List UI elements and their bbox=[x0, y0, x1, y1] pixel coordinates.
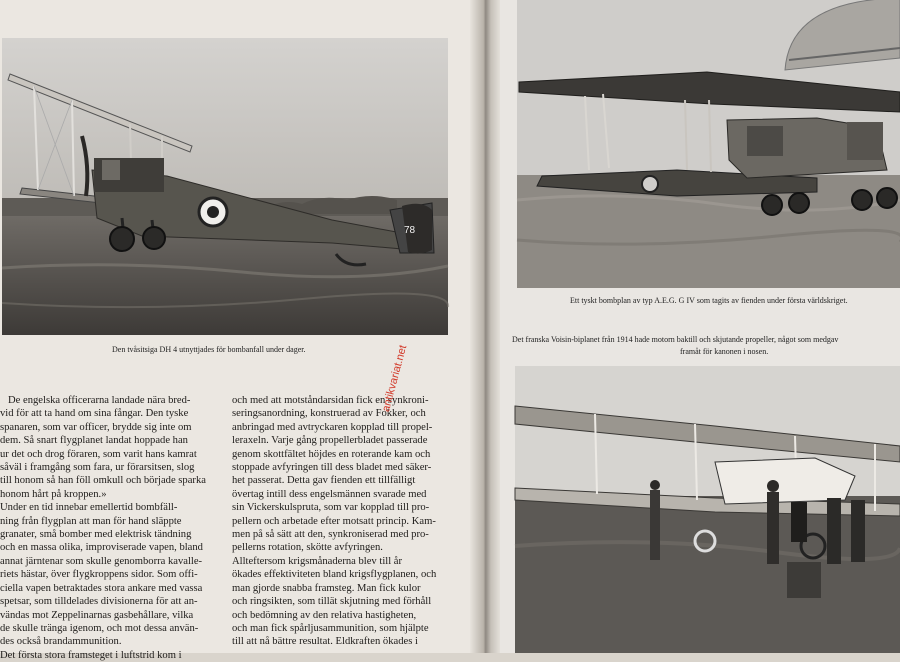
text-line: leraxeln. Varje gång propellerbladet passerade bbox=[232, 435, 428, 447]
text-line: annat järntenar som skulle genomborra kavalle- bbox=[0, 555, 203, 567]
text-line: Under en tid innebar emellertid bombfäll- bbox=[0, 502, 178, 514]
text-line: vändas mot Zeppelinarnas gasbehållare, vilka bbox=[0, 609, 194, 621]
watermark-text: antikvariat.net bbox=[380, 343, 410, 414]
voisin-caption-line-1: Det franska Voisin-biplanet från 1914 hade motorn baktill och skjutande propeller, något som medgav bbox=[512, 335, 839, 344]
text-line: Allteftersom krigsmånaderna blev till år bbox=[232, 555, 403, 567]
text-line: men på så sätt att den, synkroniserad med pro- bbox=[232, 529, 429, 541]
text-line: och bedömning av den relativa hastigheten, bbox=[232, 609, 417, 621]
text-line: de skulle tränga igenom, och mot dessa använ- bbox=[0, 622, 199, 634]
right-page bbox=[500, 0, 900, 653]
watermark bbox=[380, 230, 410, 420]
text-line: såväl i framgång som fara, ur förarsitsen, slog bbox=[0, 462, 195, 474]
text-line: ciella vapen betraktades stora ankare med vassa bbox=[0, 582, 203, 594]
voisin-biplane-image bbox=[515, 366, 900, 653]
text-line: man gjorde snabba framsteg. Man fick kulor bbox=[232, 582, 421, 594]
text-line: spetsar, som tilldelades divisionerna för att an- bbox=[0, 596, 198, 608]
text-line: och man fick spårljusammunition, som hjälpte bbox=[232, 622, 429, 634]
text-line: dem. Så snart flygplanet landat hoppade han bbox=[0, 435, 188, 447]
text-line: och med att motståndarsidan fick en synkroni- bbox=[232, 395, 429, 406]
text-line: granater, små bomber med elektrisk tändning bbox=[0, 529, 192, 541]
aeg-g4-photo bbox=[517, 0, 900, 288]
text-line: sin Vickerskulspruta, som var kopplad till pro- bbox=[232, 502, 430, 514]
text-column-2 bbox=[232, 394, 452, 653]
aeg-bomber-image bbox=[517, 0, 900, 288]
text-line: pellerns rotation, skötte avfyringen. bbox=[232, 542, 383, 554]
text-line: De engelska officerarna landade nära bred- bbox=[8, 395, 191, 406]
text-column-1 bbox=[0, 394, 222, 661]
text-line: spanaren, som var officer, brydde sig inte om bbox=[0, 421, 192, 433]
text-line: des också brandammunition. bbox=[0, 636, 122, 648]
aircraft-marking-78: 78 bbox=[404, 225, 416, 236]
text-line: och ringsikten, som tillät skjutning med förhåll bbox=[232, 596, 432, 608]
book-gutter bbox=[470, 0, 500, 653]
text-line: pellern och arbetade efter motsatt princip. Kam- bbox=[232, 515, 436, 527]
text-line: till att nå bättre resultat. Eldkraften ökades i bbox=[232, 636, 418, 648]
text-line: Det första stora framsteget i luftstrid kom i bbox=[0, 649, 182, 661]
text-line: anbringad med avtryckaren kopplad till propel- bbox=[232, 421, 433, 433]
text-line: övertag intill dess engelsmännen svarade med bbox=[232, 488, 427, 500]
text-line: och en massa olika, improviserade vapen, bland bbox=[0, 542, 203, 554]
text-line: riets hästar, över flygkroppens sidor. Som offi- bbox=[0, 569, 198, 581]
aeg-caption: Ett tyskt bombplan av typ A.E.G. G IV som tagits av fienden under första världskriget. bbox=[570, 296, 848, 305]
text-line: ning från flygplan att man för hand släppte bbox=[0, 515, 182, 527]
text-line: ökades effektiviteten bland krigsflygplanen, och bbox=[232, 569, 437, 581]
text-line: het passerat. Detta gav fienden ett tillfälligt bbox=[232, 475, 416, 487]
voisin-caption-line-2: framåt för kanonen i nosen. bbox=[680, 347, 769, 356]
text-line: ur det och drog föraren, som varit hans kamrat bbox=[0, 448, 197, 460]
text-line: genom skottfältet höjdes en roterande kam och bbox=[232, 448, 431, 460]
text-line: honom hårt på kroppen.» bbox=[0, 488, 107, 500]
dh4-caption: Den tvåsitsiga DH 4 utnyttjades för bombanfall under dager. bbox=[112, 345, 306, 354]
voisin-photo bbox=[515, 366, 900, 653]
text-line: seringsanordning, konstruerad av Fokker, och bbox=[232, 408, 426, 420]
text-line: vid för att ta hand om sina fångar. Den tyske bbox=[0, 408, 189, 420]
text-line: stoppade avfyringen till dess bladet med säker- bbox=[232, 462, 432, 474]
text-line: till honom så han föll omkull och började sparka bbox=[0, 475, 206, 487]
